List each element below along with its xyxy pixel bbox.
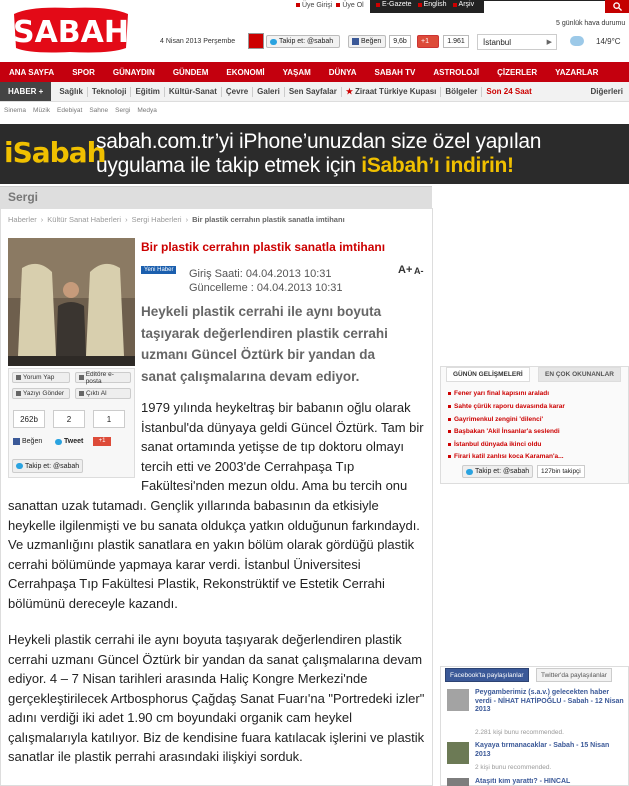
subnav-bolgeler[interactable]: Bölgeler bbox=[445, 87, 478, 96]
section-header bbox=[0, 186, 432, 209]
bullet-icon bbox=[448, 418, 451, 421]
print-icon bbox=[79, 391, 84, 396]
haber-plus-menu[interactable]: HABER + bbox=[0, 82, 51, 101]
cat-medya[interactable]: Medya bbox=[137, 107, 157, 114]
logo-text: SABAH bbox=[12, 15, 130, 50]
isabah-logo: iSabah bbox=[4, 136, 106, 169]
nav-dunya[interactable]: DÜNYA bbox=[328, 67, 357, 77]
news-link[interactable]: Başbakan 'Akil İnsanlar'a seslendi bbox=[448, 428, 560, 435]
shared-item[interactable]: Peygamberimiz (s.a.v.) gelecekten haber verdi - NİHAT HATİPOĞLU - Sabah - 12 Nisan 2013 2.281 kişi bunu recommended. bbox=[447, 689, 623, 729]
nav-cizerler[interactable]: ÇİZERLER bbox=[497, 67, 538, 77]
shared-item[interactable]: Ataşiti kim yarattı? - HİNCAL bbox=[447, 778, 623, 786]
weather-forecast-link[interactable]: 5 günlük hava durumu bbox=[556, 20, 626, 27]
news-badge: Yeni Haber bbox=[141, 266, 176, 274]
news-link[interactable]: Gayrimenkul zengini 'dilenci' bbox=[448, 416, 543, 423]
subnav-son-24-saat[interactable]: Son 24 Saat bbox=[486, 87, 532, 96]
section-title: Sergi bbox=[8, 190, 39, 204]
tweet-button[interactable]: Tweet bbox=[55, 436, 83, 447]
nav-ana-sayfa[interactable]: ANA SAYFA bbox=[9, 67, 55, 77]
tab-twitter-shares[interactable]: Twitter'da paylaşılanlar bbox=[536, 668, 612, 682]
bullet-icon bbox=[448, 455, 451, 458]
twitter-followers-count: 127bin takipçi bbox=[537, 465, 585, 478]
nav-yazarlar[interactable]: YAZARLAR bbox=[555, 67, 599, 77]
font-increase-button[interactable]: A+ bbox=[398, 264, 413, 276]
article-lead: Heykeli plastik cerrahi ile aynı boyuta taşıyarak değerlendiren plastik cerrahi uzmanı Güncel Öztürk bir yandan da sanat çalışmalarına devam ediyor. bbox=[141, 304, 388, 384]
subnav-galeri[interactable]: Galeri bbox=[257, 87, 280, 96]
comment-icon bbox=[16, 375, 21, 380]
temperature: 14/9°C bbox=[596, 37, 621, 46]
tab-facebook-shares[interactable]: Facebook'ta paylaşılanlar bbox=[445, 668, 529, 682]
facebook-count: 9,6b bbox=[389, 35, 411, 48]
category-nav bbox=[4, 107, 157, 114]
breadcrumb-sergi[interactable]: Sergi Haberleri bbox=[131, 215, 182, 224]
nav-spor[interactable]: SPOR bbox=[72, 67, 95, 77]
cat-muzik[interactable]: Müzik bbox=[33, 107, 51, 114]
news-link[interactable]: İstanbul dünyada ikinci oldu bbox=[448, 441, 541, 448]
mail-icon bbox=[79, 375, 84, 380]
print-button[interactable]: Çıktı Al bbox=[75, 388, 131, 399]
top-links bbox=[376, 1, 474, 8]
twitter-follow-button[interactable]: Takip et: @sabah bbox=[12, 459, 83, 473]
bullet-icon bbox=[448, 443, 451, 446]
subnav-ziraat-kupasi[interactable]: ★ Ziraat Türkiye Kupası bbox=[345, 87, 437, 96]
font-decrease-button[interactable]: A- bbox=[414, 266, 424, 276]
nav-gundem[interactable]: GÜNDEM bbox=[172, 67, 209, 77]
banner-cta: iSabah’ı indirin! bbox=[361, 154, 514, 177]
search-button[interactable] bbox=[605, 0, 629, 13]
mobile-icon[interactable] bbox=[248, 33, 264, 49]
facebook-like-button[interactable]: Beğen bbox=[13, 436, 42, 447]
send-article-button[interactable]: Yazıyı Gönder bbox=[12, 388, 70, 399]
updated-time: Güncelleme : 04.04.2013 10:31 bbox=[189, 282, 343, 294]
gplus-button[interactable]: +1 bbox=[93, 436, 111, 447]
user-links bbox=[296, 0, 364, 10]
search-input[interactable] bbox=[484, 1, 608, 13]
chevron-right-icon: › bbox=[125, 215, 128, 224]
breadcrumb-kultur-sanat[interactable]: Kültür Sanat Haberleri bbox=[47, 215, 122, 224]
archive-link[interactable]: Arşiv bbox=[453, 1, 475, 8]
article-photo[interactable] bbox=[8, 238, 135, 366]
twitter-follow-button[interactable]: Takip et: @sabah bbox=[462, 465, 533, 478]
breadcrumb-haberler[interactable]: Haberler bbox=[8, 215, 37, 224]
english-link[interactable]: English bbox=[418, 1, 447, 8]
chevron-right-icon: › bbox=[40, 215, 44, 224]
subnav-teknoloji[interactable]: Teknoloji bbox=[91, 87, 127, 96]
twitter-icon bbox=[270, 39, 277, 45]
news-link[interactable]: Firari katil zanlısı koca Karaman'a... bbox=[448, 453, 564, 460]
city-select[interactable]: İstanbul ▶ bbox=[477, 34, 557, 50]
nav-gunaydin[interactable]: GÜNAYDIN bbox=[112, 67, 155, 77]
gplus-share-count: 1 bbox=[93, 410, 125, 428]
breadcrumb bbox=[8, 215, 345, 224]
cat-sahne[interactable]: Sahne bbox=[89, 107, 109, 114]
nav-astroloji[interactable]: ASTROLOJİ bbox=[433, 67, 480, 77]
twitter-icon bbox=[466, 469, 473, 475]
facebook-like-button[interactable]: Beğen bbox=[348, 35, 386, 48]
subnav-more[interactable]: Diğerleri bbox=[590, 87, 623, 96]
banner-line-2: uygulama ile takip etmek için iSabah’ı indirin! bbox=[96, 154, 514, 177]
main-nav bbox=[0, 62, 629, 82]
facebook-icon bbox=[13, 438, 20, 445]
gplus-count: 1.961 bbox=[443, 35, 469, 48]
subnav-egitim[interactable]: Eğitim bbox=[135, 87, 160, 96]
twitter-follow-button[interactable]: Takip et: @sabah bbox=[266, 35, 340, 48]
facebook-share-count: 262b bbox=[13, 410, 45, 428]
subnav-cevre[interactable]: Çevre bbox=[225, 87, 249, 96]
gplus-button[interactable]: +1 bbox=[417, 35, 439, 48]
published-time: Giriş Saati: 04.04.2013 10:31 bbox=[189, 268, 332, 280]
news-link[interactable]: Sahte çürük raporu davasında karar bbox=[448, 403, 565, 410]
send-icon bbox=[16, 391, 21, 396]
cat-sergi[interactable]: Sergi bbox=[115, 107, 131, 114]
tab-gunun-gelismeleri[interactable]: GÜNÜN GELİŞMELERİ bbox=[446, 367, 530, 382]
login-link[interactable]: Üye Girişi bbox=[296, 2, 332, 9]
egazete-link[interactable]: E-Gazete bbox=[376, 1, 412, 8]
subnav-sen-sayfalar[interactable]: Sen Sayfalar bbox=[288, 87, 337, 96]
nav-sabah-tv[interactable]: SABAH TV bbox=[374, 67, 416, 77]
news-link[interactable]: Fener yarı final kapısını araladı bbox=[448, 390, 549, 397]
twitter-icon bbox=[16, 463, 23, 469]
current-date: 4 Nisan 2013 Perşembe bbox=[160, 38, 236, 45]
shared-item[interactable]: Kayaya tırmanacaklar - Sabah - 15 Nisan 2013 2 kişi bunu recommended. bbox=[447, 742, 623, 772]
arrow-icon bbox=[418, 3, 422, 7]
arrow-icon bbox=[453, 3, 457, 7]
search-icon bbox=[613, 2, 622, 11]
email-editor-button[interactable]: Editöre e-posta bbox=[75, 372, 131, 383]
facebook-icon bbox=[352, 38, 359, 45]
bullet-icon bbox=[448, 392, 451, 395]
subnav-kultur-sanat[interactable]: Kültür-Sanat bbox=[168, 87, 217, 96]
nav-ekonomi[interactable]: EKONOMİ bbox=[226, 67, 265, 77]
weather-cloud-icon bbox=[570, 36, 584, 46]
twitter-icon bbox=[55, 439, 62, 445]
comment-button[interactable]: Yorum Yap bbox=[12, 372, 70, 383]
cat-edebiyat[interactable]: Edebiyat bbox=[57, 107, 83, 114]
nav-yasam[interactable]: YAŞAM bbox=[282, 67, 311, 77]
chevron-right-icon: › bbox=[185, 215, 189, 224]
article-paragraph-2: Heykeli plastik cerrahi ile aynı boyuta taşıyarak değerlendiren plastik cerrahi uzmanı Güncel Öztürk bir yandan da sanat çalışmalarına devam ediyor. 4 – 7 Nisan tarihleri arasında Haliç Kongre Merkezi'nde gerçekleştirilecek Artbosphorus Çağdaş Sanat Fuarı'na "Portredeki izler" adını verdiği iki adet 1.90 cm boyundaki organik cam heykel çalışmalarıyla katılıyor. Biz de kendisine fuara katılacak işlerini ve plastik sanatlar ile plastik perrahi arasındaki ilişkiyi sorduk. bbox=[8, 632, 425, 764]
arrow-icon bbox=[296, 3, 300, 7]
author-thumbnail bbox=[447, 778, 469, 786]
arrow-icon bbox=[376, 3, 380, 7]
bullet-icon bbox=[448, 430, 451, 433]
article-body-wide: sanattan uzak tutamadı. Gençlik yıllarında babasının da etkisiyle heykelle ilgilenmişti ve bu sanata oldukça yatkın olduğunun farkındaydı. Ve uzmanlığını plastik sanatlara en yakın bölüm olarak gördüğü plastik cerrahi bölümünde yapmaya karar verdi. İstanbul Üniversitesi Cerrahpaşa Tıp Fakültesi Plastik, Rekonstrüktif ve Estetik Cerrahi bölümünü dereceyle kazandı. bbox=[8, 498, 420, 611]
author-thumbnail bbox=[447, 689, 469, 711]
sub-nav bbox=[0, 82, 629, 102]
article-thumbnail bbox=[447, 742, 469, 764]
star-icon: ★ bbox=[345, 87, 354, 96]
bullet-icon bbox=[448, 405, 451, 408]
tab-en-cok-okunanlar[interactable]: EN ÇOK OKUNANLAR bbox=[538, 367, 621, 382]
breadcrumb-current: Bir plastik cerrahın plastik sanatla imtihanı bbox=[192, 215, 345, 224]
sabah-logo[interactable] bbox=[10, 4, 132, 56]
banner-line-1: sabah.com.tr’yi iPhone’unuzdan size özel yapılan bbox=[96, 130, 542, 153]
article-body-narrow: 1979 yılında heykeltraş bir babanın oğlu olarak İstanbul'da dünyaya geldi Güncel Öztürk. Tam bir sanat ortamında yetişse de tıp doktoru olmayı tercih etti ve 2003'de Cerrahpaşa Tıp Fakültesi'nden mezun oldu. Ama bu tercih onu bbox=[141, 400, 424, 493]
article-headline: Bir plastik cerrahın plastik sanatla imtihanı bbox=[141, 240, 386, 254]
arrow-icon bbox=[336, 3, 340, 7]
subnav-saglik[interactable]: Sağlık bbox=[59, 87, 83, 96]
cat-sinema[interactable]: Sinema bbox=[4, 107, 27, 114]
register-link[interactable]: Üye Ol bbox=[336, 2, 363, 9]
tweet-count: 2 bbox=[53, 410, 85, 428]
chevron-right-icon: ▶ bbox=[546, 39, 552, 46]
